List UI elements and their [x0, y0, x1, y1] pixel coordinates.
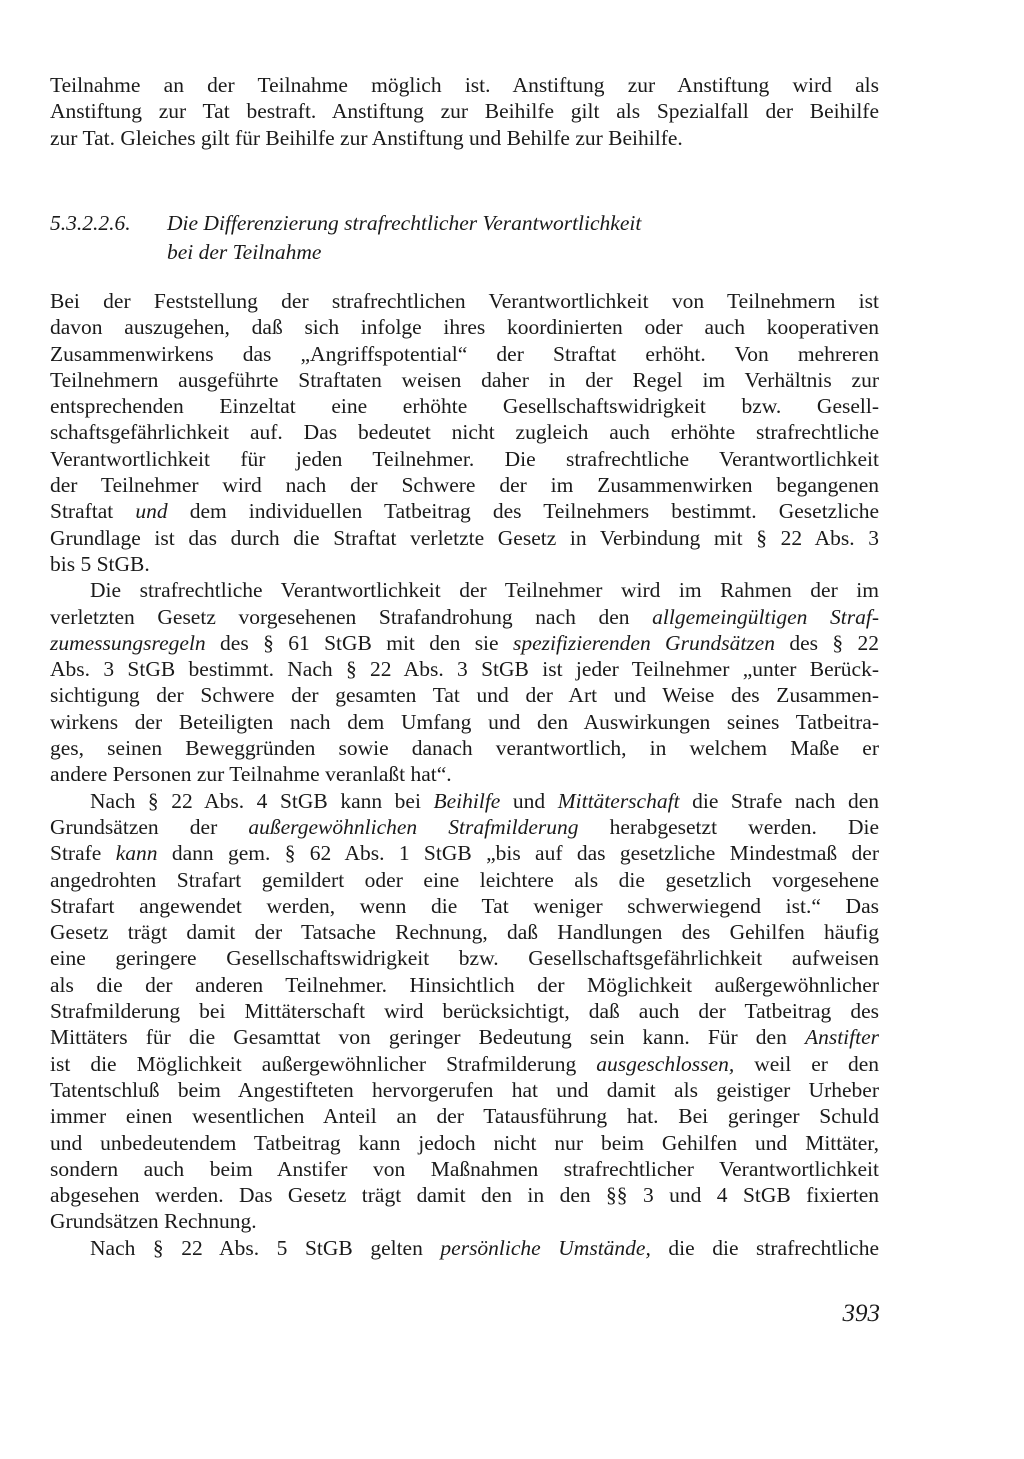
text-line: Grundsätzen der außergewöhnlichen Strafmilderung herabgesetzt werden. Die	[50, 814, 879, 839]
text-line: sichtigung der Schwere der gesamten Tat und der Art und Weise des Zusammen-	[50, 683, 879, 708]
section-heading	[50, 209, 879, 267]
text-line: davon auszugehen, daß sich infolge ihres koordinierten oder auch kooperativen	[50, 315, 879, 340]
section-title-line2: bei der Teilnahme	[167, 240, 322, 264]
text-line: Mittäters für die Gesamttat von geringer Bedeutung sein kann. Für den Anstifter	[50, 1025, 879, 1050]
text-line: Straftat und dem individuellen Tatbeitrag des Teilnehmers bestimmt. Gesetzliche	[50, 499, 879, 524]
text-line: schaftsgefährlichkeit auf. Das bedeutet nicht zugleich auch erhöhte strafrechtliche	[50, 420, 879, 445]
text-line: Grundlage ist das durch die Straftat verletzte Gesetz in Verbindung mit § 22 Abs. 3	[50, 525, 879, 550]
section-number: 5.3.2.2.6.	[50, 211, 131, 235]
text-line: verletzten Gesetz vorgesehenen Strafandrohung nach den allgemeingültigen Straf-	[50, 604, 879, 629]
top-paragraph	[50, 72, 879, 151]
text-line: zumessungsregeln des § 61 StGB mit den sie spezifizierenden Grundsätzen des § 22	[50, 630, 879, 655]
text-line: Anstiftung zur Tat bestraft. Anstiftung zur Beihilfe gilt als Spezialfall der Beihilfe	[50, 99, 879, 124]
text-line: wirkens der Beteiligten nach dem Umfang und den Auswirkungen seines Tatbeitra-	[50, 709, 879, 734]
body-text	[50, 288, 879, 1261]
text-line: entsprechenden Einzeltat eine erhöhte Gesellschaftswidrigkeit bzw. Gesell-	[50, 394, 879, 419]
text-line: Teilnahme an der Teilnahme möglich ist. Anstiftung zur Anstiftung wird als	[50, 73, 879, 97]
text-line: Nach § 22 Abs. 4 StGB kann bei Beihilfe und Mittäterschaft die Strafe nach den	[90, 788, 879, 813]
text-line: Zusammenwirkens das „Angriffspotential“ der Straftat erhöht. Von mehreren	[50, 341, 879, 366]
text-line: angedrohten Strafart gemildert oder eine leichtere als die gesetzlich vorgesehene	[50, 867, 879, 892]
text-line: Strafe kann dann gem. § 62 Abs. 1 StGB „bis auf das gesetzliche Mindestmaß der	[50, 841, 879, 866]
text-line: Nach § 22 Abs. 5 StGB gelten persönliche Umstände, die die strafrechtliche	[90, 1235, 879, 1260]
text-line: als die der anderen Teilnehmer. Hinsichtlich der Möglichkeit außergewöhnlicher	[50, 972, 879, 997]
text-line: Tatentschluß beim Angestifteten hervorgerufen hat und damit als geistiger Urheber	[50, 1077, 879, 1102]
text-line: Grundsätzen Rechnung.	[50, 1209, 257, 1234]
text-line: ist die Möglichkeit außergewöhnlicher Strafmilderung ausgeschlossen, weil er den	[50, 1051, 879, 1076]
text-line: Die strafrechtliche Verantwortlichkeit der Teilnehmer wird im Rahmen der im	[90, 578, 879, 603]
section-title-line1: Die Differenzierung strafrechtlicher Verantwortlichkeit	[167, 211, 642, 235]
page-number: 393	[842, 1300, 880, 1327]
text-line: Abs. 3 StGB bestimmt. Nach § 22 Abs. 3 StGB ist jeder Teilnehmer „unter Berück-	[50, 657, 879, 682]
text-line: andere Personen zur Teilnahme veranlaßt hat“.	[50, 762, 452, 787]
text-line: zur Tat. Gleiches gilt für Beihilfe zur Anstiftung und Behilfe zur Beihilfe.	[50, 125, 683, 150]
text-line: bis 5 StGB.	[50, 551, 150, 576]
text-line: und unbedeutendem Tatbeitrag kann jedoch nicht nur beim Gehilfen und Mittäter,	[50, 1130, 879, 1155]
text-line: ges, seinen Beweggründen sowie danach verantwortlich, in welchem Maße er	[50, 736, 879, 761]
text-line: Teilnehmern ausgeführte Straftaten weisen daher in der Regel im Verhältnis zur	[50, 367, 879, 392]
text-line: Strafart angewendet werden, wenn die Tat weniger schwerwiegend ist.“ Das	[50, 893, 879, 918]
text-line: abgesehen werden. Das Gesetz trägt damit den in den §§ 3 und 4 StGB fixierten	[50, 1183, 879, 1208]
text-line: Strafmilderung bei Mittäterschaft wird berücksichtigt, daß auch der Tatbeitrag des	[50, 999, 879, 1024]
text-line: eine geringere Gesellschaftswidrigkeit bzw. Gesellschaftsgefährlichkeit aufweisen	[50, 946, 879, 971]
text-line: Bei der Feststellung der strafrechtlichen Verantwortlichkeit von Teilnehmern ist	[50, 289, 879, 313]
text-line: sondern auch beim Anstifer von Maßnahmen strafrechtlicher Verantwortlichkeit	[50, 1156, 879, 1181]
text-line: immer einen wesentlichen Anteil an der Tatausführung hat. Bei geringer Schuld	[50, 1104, 879, 1129]
text-line: der Teilnehmer wird nach der Schwere der im Zusammenwirken begangenen	[50, 473, 879, 498]
text-line: Verantwortlichkeit für jeden Teilnehmer. Die strafrechtliche Verantwortlichkeit	[50, 446, 879, 471]
text-line: Gesetz trägt damit der Tatsache Rechnung, daß Handlungen des Gehilfen häufig	[50, 920, 879, 945]
